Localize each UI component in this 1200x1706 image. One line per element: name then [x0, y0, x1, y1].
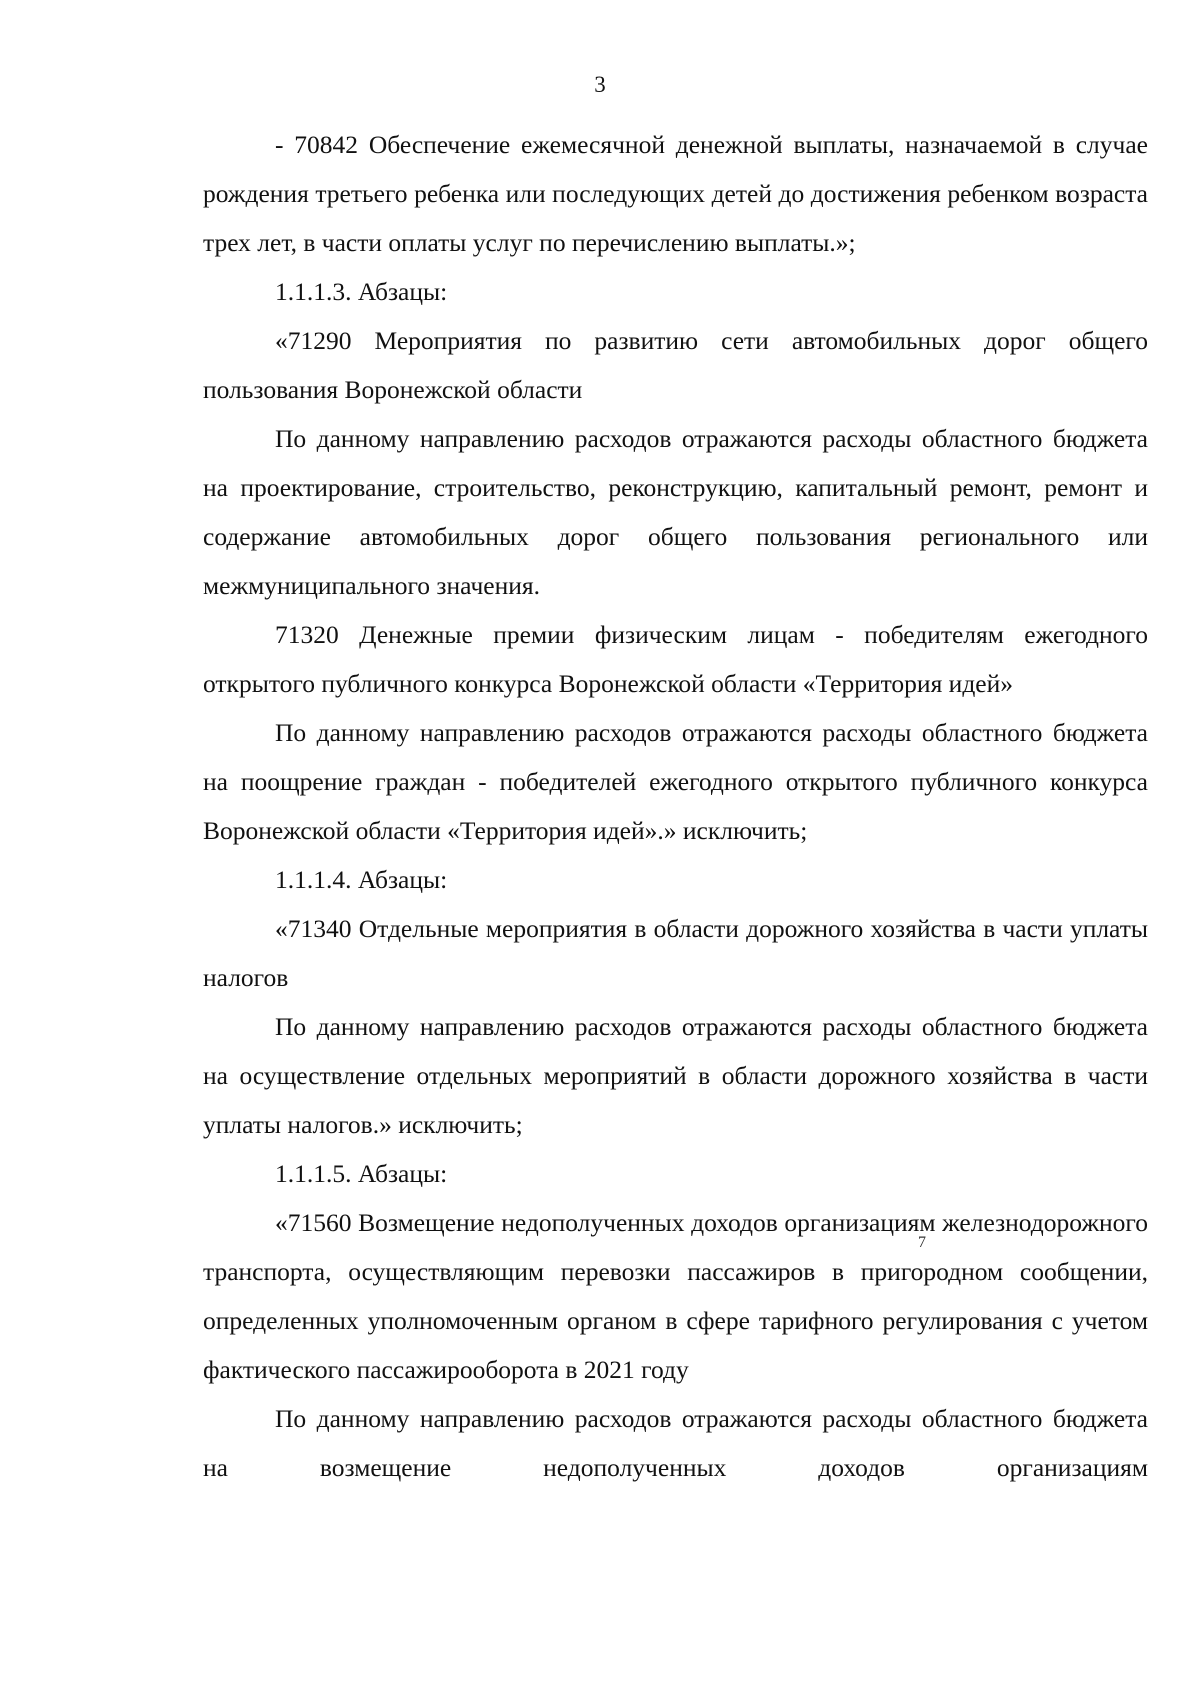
- page-number: 3: [594, 72, 606, 97]
- document-body: [203, 120, 1148, 1492]
- paragraph-71290-description: По данному направлению расходов отражаются расходы областного бюджета на проектирование, строительство, реконструкцию, капитальный ремонт, ремонт и содержание автомобильных дорог общего пользования регионального или межмуниципального значения.: [203, 424, 1148, 600]
- paragraph-71340-title: «71340 Отдельные мероприятия в области дорожного хозяйства в части уплаты налогов: [203, 914, 1148, 992]
- paragraph-71320-title: 71320 Денежные премии физическим лицам - победителям ежегодного открытого публичного конкурса Воронежской области «Территория идей»: [203, 620, 1148, 698]
- paragraph-70842: - 70842 Обеспечение ежемесячной денежной выплаты, назначаемой в случае рождения третьего ребенка или последующих детей до достижения ребенком возраста трех лет, в части оплаты услуг по перечислению выплаты.»;: [203, 130, 1148, 257]
- paragraph-71560-description: По данному направлению расходов отражаются расходы областного бюджета на возмещение недополученных доходов организациям: [203, 1404, 1148, 1482]
- section-1-1-1-5-heading: 1.1.1.5. Абзацы:: [275, 1159, 448, 1188]
- paragraph-71560-title: «71560 Возмещение недополученных доходов организациям железнодорожного транспорта, осуществляющим перевозки пассажиров в пригородном сообщении, определенных уполномоченным органом в сфере тарифного регулирования с учетом фактического пассажирооборота в 2021 году: [203, 1208, 1148, 1384]
- paragraph-71290-title: «71290 Мероприятия по развитию сети автомобильных дорог общего пользования Воронежской области: [203, 326, 1148, 404]
- section-1-1-1-3-heading: 1.1.1.3. Абзацы:: [275, 277, 448, 306]
- paragraph-71340-description: По данному направлению расходов отражаются расходы областного бюджета на осуществление отдельных мероприятий в области дорожного хозяйства в части уплаты налогов.» исключить;: [203, 1012, 1148, 1139]
- section-1-1-1-4-heading: 1.1.1.4. Абзацы:: [275, 865, 448, 894]
- paragraph-71320-description: По данному направлению расходов отражаются расходы областного бюджета на поощрение граждан - победителей ежегодного открытого публичного конкурса Воронежской области «Территория идей».» исключить;: [203, 718, 1148, 845]
- scan-mark: 7: [918, 1234, 926, 1251]
